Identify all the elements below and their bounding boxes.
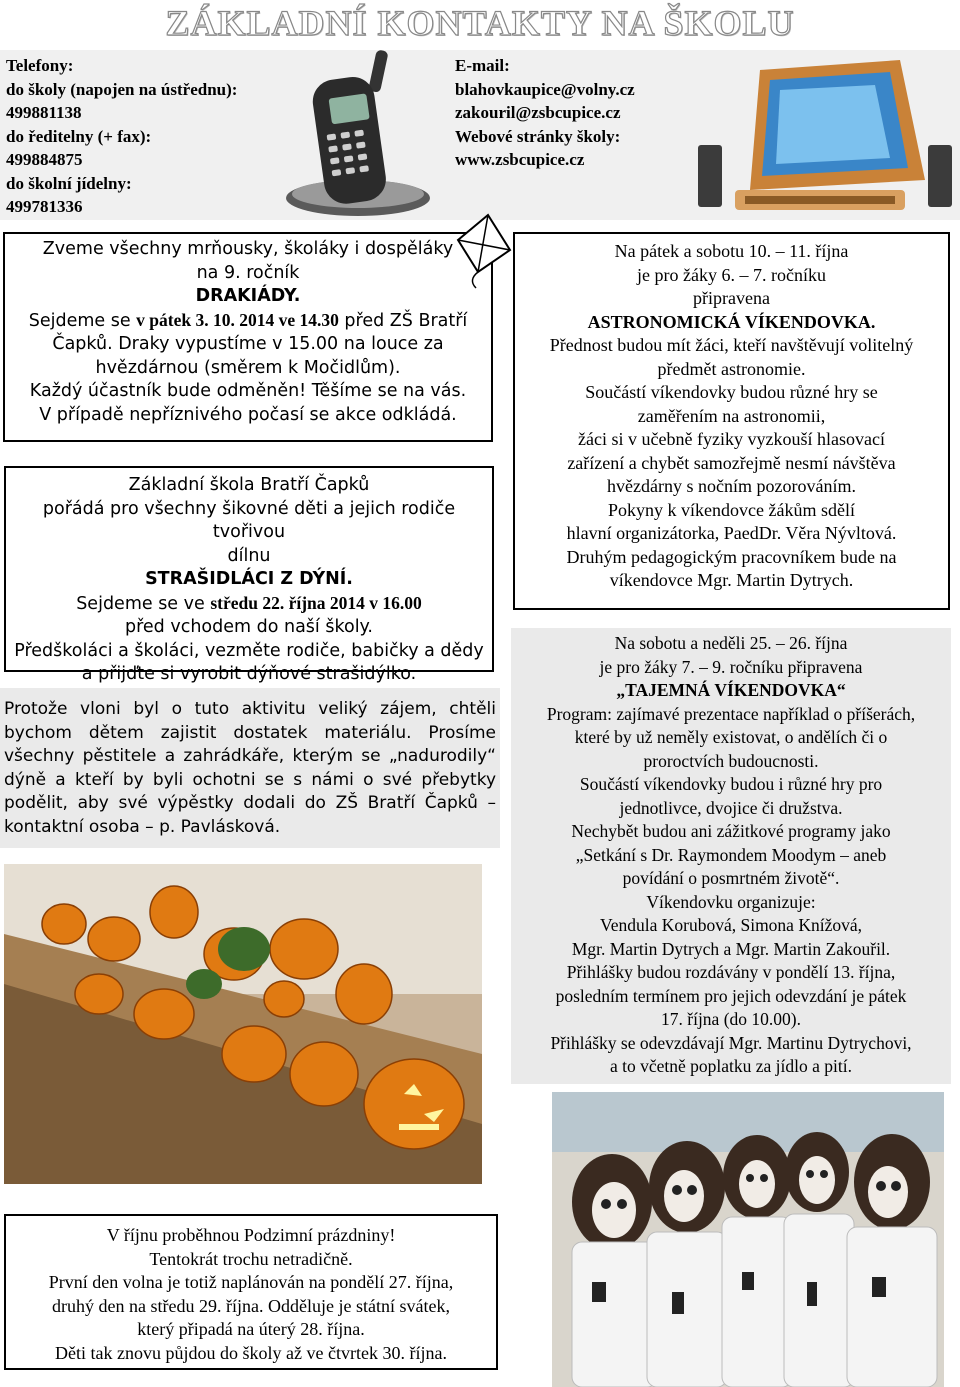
kite-line: hvězdárnou (směrem k Močidlům). [95, 357, 401, 378]
phone-line: do ředitelny (+ fax): [6, 126, 152, 146]
holidays-line: který připadá na úterý 28. října. [137, 1319, 365, 1339]
phone-line: 499881138 [6, 103, 82, 122]
website-link[interactable]: www.zsbcupice.cz [455, 150, 585, 169]
kite-event-box [3, 232, 493, 442]
mystery-line: které by už neměly existovat, o andělích či o [574, 727, 888, 747]
phone-line: do školy (napojen na ústřednu): [6, 79, 238, 99]
astro-line: Přednost budou mít žáci, kteří navštěvují volitelný [549, 335, 914, 355]
workshop-line: pořádá pro všechny šikovné děti a jejich rodiče tvořivou [42, 498, 456, 542]
mystery-line: a to včetně poplatku za jídlo a pití. [609, 1056, 852, 1076]
mystery-line: Víkendovku organizuje: [646, 891, 816, 912]
workshop-line: Předškoláci a školáci, vezměte rodiče, babičky a dědy [14, 640, 484, 661]
email-link[interactable]: zakouril@zsbcupice.cz [455, 103, 621, 122]
mystery-line: posledním termínem pro jejich odevzdání je pátek [555, 985, 907, 1006]
mystery-line: Přihlášky se odevzdávají Mgr. Martinu Dytrychovi, [550, 1032, 912, 1053]
astro-line: předmět astronomie. [657, 358, 806, 379]
kite-text: před ZŠ Bratří [338, 310, 468, 331]
kite-text: Sejdeme se [28, 310, 137, 331]
holidays-line: Tentokrát trochu netradičně. [149, 1248, 353, 1269]
phone-line: 499781336 [6, 197, 83, 216]
astronomy-weekend-box [513, 232, 950, 610]
kite-line: V případě nepříznivého počasí se akce odkládá. [39, 404, 457, 425]
mystery-line: Vendula Korubová, Simona Knížová, [600, 915, 862, 935]
astro-line: zaměřením na astronomii, [637, 405, 826, 426]
workshop-line: před vchodem do naší školy. [125, 617, 373, 637]
pumpkin-workshop-box [4, 466, 494, 684]
email-link[interactable]: blahovkaupice@volny.cz [455, 79, 635, 99]
holidays-line: druhý den na středu 29. října. Odděluje je státní svátek, [52, 1295, 450, 1316]
astro-line: Druhým pedagogickým pracovníkem bude na [566, 546, 897, 567]
mystery-line: Součástí víkendovky budou i různé hry pro [579, 774, 883, 794]
astro-line: hvězdárny s nočním pozorováním. [607, 476, 856, 496]
astro-line: Pokyny k víkendovce žákům sdělí [608, 499, 855, 520]
holidays-line: První den volna je totiž naplánován na pondělí 27. října, [48, 1272, 454, 1292]
email-list [455, 54, 715, 172]
mystery-title: „TAJEMNÁ VÍKENDOVKA“ [616, 680, 846, 700]
kite-line [5, 309, 491, 334]
kite-line: Čapků. Draky vypustíme v 15.00 na louce za [52, 334, 444, 354]
kite-line: Každý účastník bude odměněn! Těšíme se na vás. [29, 381, 467, 401]
pumpkins-photo [4, 864, 482, 1184]
kite-event-title: DRAKIÁDY. [195, 286, 301, 306]
mystery-line: „Setkání s Dr. Raymondem Moodym – aneb [575, 844, 887, 865]
mystery-line: Přihlášky budou rozdávány v pondělí 13. října, [566, 962, 896, 982]
astro-line: žáci si v učebně fyziky vyzkouší hlasovací [578, 429, 885, 449]
mystery-line: je pro žáky 7. – 9. ročníku připravena [599, 656, 863, 677]
kite-date: v pátek 3. 10. 2014 ve 14.30 [136, 309, 339, 330]
astro-line: Součástí víkendovky budou různé hry se [585, 382, 878, 402]
astro-title: ASTRONOMICKÁ VÍKENDOVKA. [587, 311, 876, 332]
page-title: ZÁKLADNÍ KONTAKTY NA ŠKOLU [165, 3, 795, 43]
workshop-line: a přijďte si vyrobit dýňové strašidýlko. [81, 664, 417, 684]
computer-icon [690, 50, 960, 218]
mystery-line: proroctvích budoucnosti. [643, 750, 819, 771]
pumpkin-request-text: Protože vloni byl o tuto aktivitu veliký zájem, chtěli bychom dětem zajistit dostatek materiálu. Prosíme všechny pěstitele a zahrádkáře, kterým se „nadurodily“ dýně a kteří by byli ochotni se s námi o své přebytky podělit, aby své výpěstky dodali do ZŠ Bratří Čapků – kontaktní osoba – p. Pavlásková. [0, 688, 500, 848]
workshop-line: dílnu [227, 545, 271, 566]
astro-line: hlavní organizátorka, PaedDr. Věra Nývltová. [566, 523, 897, 543]
email-line: E-mail: [455, 56, 510, 75]
astro-line: zařízení a chybět samozřejmě nesmí návštěva [567, 452, 896, 473]
kite-line: Zveme všechny mrňousky, školáky i dospěláky [42, 239, 454, 259]
mystery-line: Na sobotu a neděli 25. – 26. října [614, 633, 848, 653]
phone-list [6, 54, 296, 219]
holidays-line: Děti tak znovu půjdou do školy až ve čtvrtek 30. října. [55, 1342, 447, 1363]
mystery-line: povídání o posmrtném životě“. [622, 868, 840, 888]
astro-line: víkendovce Mgr. Martin Dytrych. [609, 570, 854, 590]
phone-line: 499884875 [6, 150, 83, 169]
kite-line: na 9. ročník [196, 262, 300, 283]
astro-line: Na pátek a sobotu 10. – 11. října [614, 241, 849, 261]
workshop-date: středu 22. října 2014 v 16.00 [210, 592, 422, 613]
mystery-weekend-panel [511, 628, 951, 1084]
holidays-line: V říjnu proběhnou Podzimní prázdniny! [106, 1225, 396, 1245]
mystery-line: jednotlivce, dvojice či družstva. [619, 797, 843, 818]
phone-line: Telefony: [6, 56, 74, 75]
kite-icon [448, 210, 518, 290]
workshop-line: Základní škola Bratří Čapků [128, 475, 370, 495]
mystery-line: Nechybět budou ani zážitkové programy jako [571, 821, 891, 841]
cordless-phone-icon [278, 48, 438, 220]
mystery-line: 17. října (do 10.00). [661, 1009, 801, 1029]
astro-line: je pro žáky 6. – 7. ročníku [637, 264, 826, 285]
costumed-students-photo [552, 1092, 944, 1387]
workshop-title: STRAŠIDLÁCI Z DÝNÍ. [145, 569, 353, 589]
workshop-line [6, 592, 492, 617]
autumn-holidays-box [4, 1214, 498, 1370]
mystery-line: Program: zajímavé prezentace například o příšerách, [546, 703, 916, 724]
astro-line: připravena [693, 288, 770, 308]
mystery-line: Mgr. Martin Dytrych a Mgr. Martin Zakouřil. [571, 938, 891, 959]
phone-line: do školní jídelny: [6, 173, 132, 193]
workshop-text: Sejdeme se ve [76, 593, 211, 614]
email-line: Webové stránky školy: [455, 126, 621, 146]
